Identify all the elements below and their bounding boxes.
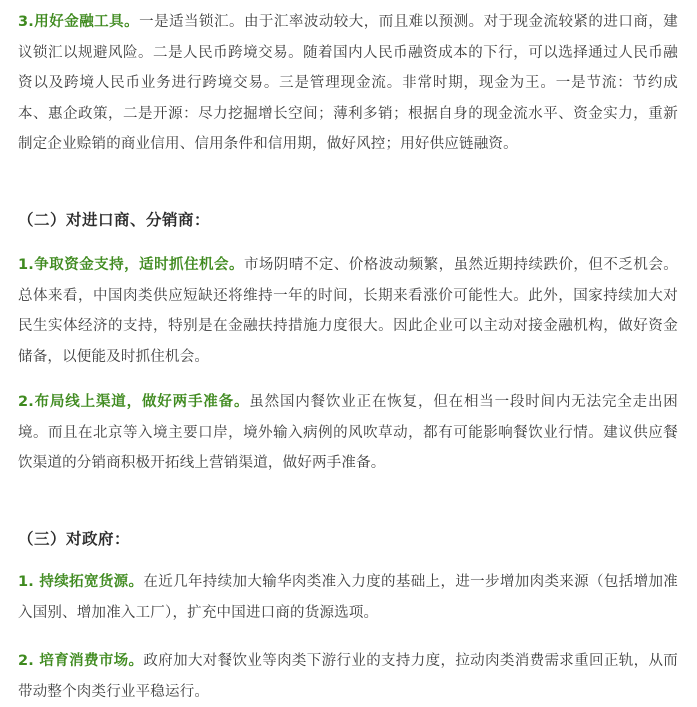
section-heading-importers: （二）对进口商、分销商： [18, 211, 211, 229]
paragraph-body: 一是适当锁汇。由于汇率波动较大，而且难以预测。对于现金流较紧的进口商，建议锁汇以规避风险。二是人民币跨境交易。随着国内人民币融资成本的下行，可以选择通过人民币融资以及跨境人民币业务进行跨境交易。三是管理现金流。非常时期，现金为王。一是节流：节约成本、惠企政策，二是开源：尽力挖掘增长空间；薄利多销；根据自身的现金流水平、资金实力，重新制定企业赊销的商业信用、信用条件和信用期，做好风控；用好供应链融资。 [18, 14, 678, 152]
paragraph-body: 虽然国内餐饮业正在恢复，但在相当一段时间内无法完全走出困境。而且在北京等入境主要口岸，境外输入病例的风吹草动，都有可能影响餐饮业行情。建议供应餐饮渠道的分销商积极开拓线上营销渠道，做好两手准备。 [18, 394, 678, 471]
paragraph-lead: 1. 持续拓宽货源。 [18, 574, 144, 590]
paragraph-online-channels [18, 387, 678, 479]
paragraph-consumer-market [18, 646, 678, 707]
paragraph-body: 政府加大对餐饮业等肉类下游行业的支持力度，拉动肉类消费需求重回正轨，从而带动整个肉类行业平稳运行。 [18, 653, 678, 700]
paragraph-funding-support [18, 250, 678, 372]
paragraph-body: 在近几年持续加大输华肉类准入力度的基础上，进一步增加肉类来源（包括增加准入国别、增加准入工厂），扩充中国进口商的货源选项。 [18, 574, 678, 621]
paragraph-expand-supply [18, 567, 678, 628]
paragraph-financial-tools [18, 7, 678, 160]
paragraph-lead: 1.争取资金支持，适时抓住机会。 [18, 257, 244, 273]
paragraph-lead: 2.布局线上渠道，做好两手准备。 [18, 394, 250, 410]
section-heading-government: （三）对政府： [18, 530, 131, 548]
paragraph-lead: 2. 培育消费市场。 [18, 653, 144, 669]
paragraph-body: 市场阴晴不定、价格波动频繁，虽然近期持续跌价，但不乏机会。总体来看，中国肉类供应短缺还将维持一年的时间，长期来看涨价可能性大。此外，国家持续加大对民生实体经济的支持，特别是在金融扶持措施力度很大。因此企业可以主动对接金融机构，做好资金储备，以便能及时抓住机会。 [18, 257, 678, 365]
paragraph-lead: 3.用好金融工具。 [18, 14, 140, 30]
